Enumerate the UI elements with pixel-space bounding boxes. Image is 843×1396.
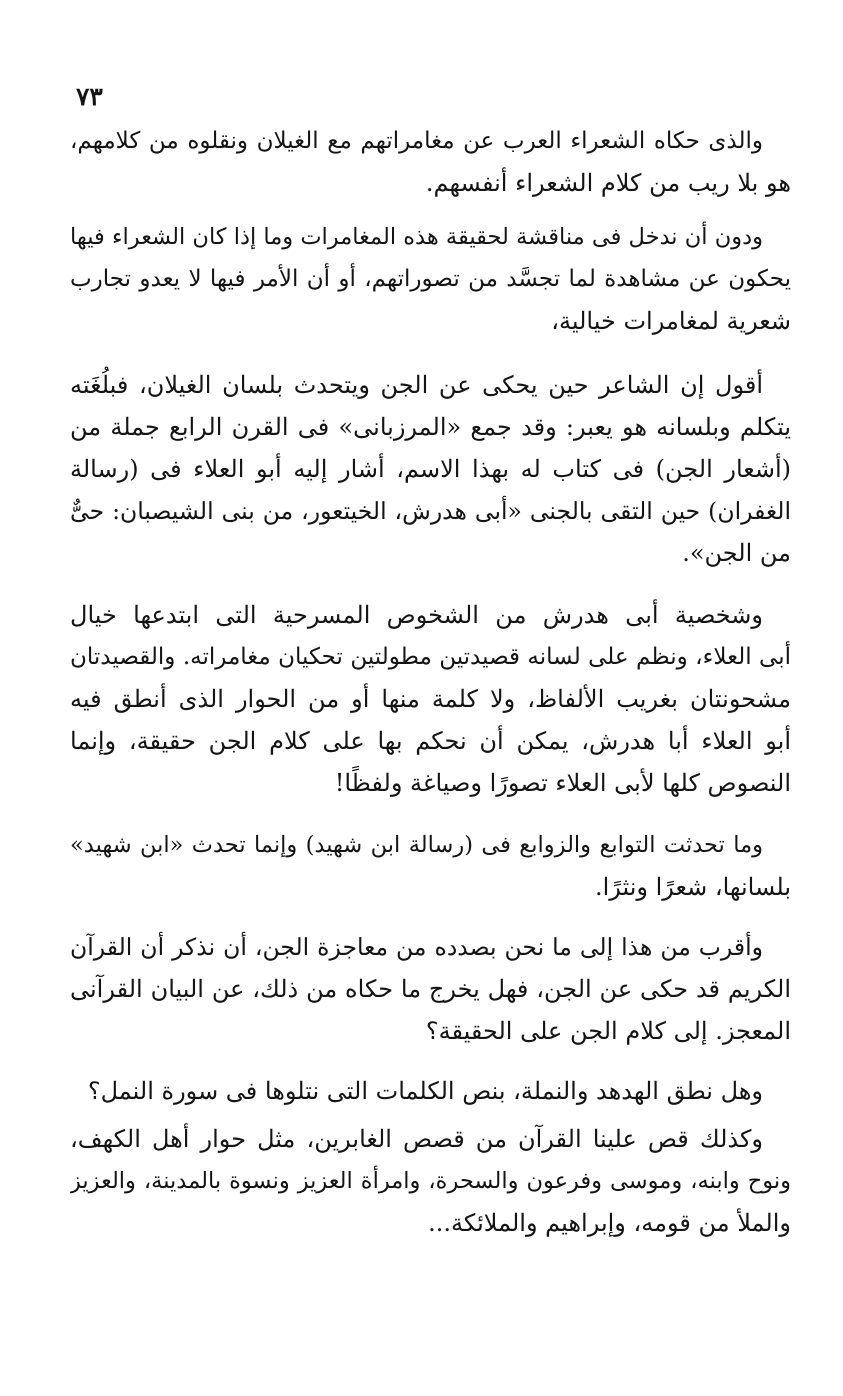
text-line: وما تحدثت التوابع والزوابع فى (رسالة ابن شهيد) وإنما تحدث «ابن شهيد»: [70, 832, 763, 858]
text-line: ودون أن ندخل فى مناقشة لحقيقة هذه المغامرات وما إذا كان الشعراء فيها: [70, 224, 763, 250]
text-line: شعرية لمغامرات خيالية،: [551, 307, 791, 335]
paragraph: [70, 926, 791, 1052]
text-line: يحكون عن مشاهدة لما تجسَّد من تصوراتهم، أو أن الأمر فيها لا يعدو تجارب: [70, 266, 791, 292]
text-line: (أشعار الجن) فى كتاب له بهذا الاسم، أشار إليه أبو العلاء فى (رسالة: [70, 455, 791, 483]
text-line: والملأ من قومه، وإبراهيم والملائكة...: [428, 1209, 791, 1237]
text-line: وكذلك قص علينا القرآن من قصص الغابرين، مثل حوار أهل الكهف،: [70, 1125, 763, 1153]
paragraph: [70, 364, 791, 574]
text-line: أقول إن الشاعر حين يحكى عن الجن ويتحدث بلسان الغيلان، فبلُغَته: [70, 371, 763, 399]
text-line: بلسانها، شعرًا ونثرًا.: [594, 873, 791, 901]
text-line: النصوص كلها لأبى العلاء تصورًا وصياغة ولفظًا!: [334, 769, 791, 797]
text-line: المعجز. إلى كلام الجن على الحقيقة؟: [425, 1017, 791, 1045]
text-line: الكريم قد حكى عن الجن، فهل يخرج ما حكاه من ذلك، عن البيان القرآنى: [70, 975, 791, 1003]
text-line: هو بلا ريب من كلام الشعراء أنفسهم.: [425, 169, 791, 197]
body-text: [70, 120, 791, 1260]
paragraph: [70, 1070, 791, 1112]
text-line: أبى العلاء، ونظم على لسانه قصيدتين مطولتين تحكيان مغامراته. والقصيدتان: [70, 644, 791, 670]
text-line: وشخصية أبى هدرش من الشخوص المسرحية التى ابتدعها خيال: [70, 601, 763, 629]
text-line: من الجن».: [682, 539, 791, 567]
paragraph: [70, 594, 791, 804]
paragraph: [70, 824, 791, 908]
paragraph: [70, 1118, 791, 1244]
paragraph: [70, 120, 791, 204]
text-line: الغفران) حين التقى بالجنى «أبى هدرش، الخيتعور، من بنى الشيصبان: حىٌّ: [70, 497, 791, 525]
paragraph: [70, 216, 791, 342]
text-line: أبو العلاء أبا هدرش، يمكن أن نحكم بها على كلام الجن حقيقة، وإنما: [70, 727, 791, 755]
text-line: وأقرب من هذا إلى ما نحن بصدده من معاجزة الجن، أن نذكر أن القرآن: [70, 933, 763, 961]
text-line: ونوح وابنه، وموسى وفرعون والسحرة، وامرأة العزيز ونسوة بالمدينة، والعزيز: [70, 1168, 791, 1194]
text-line: وهل نطق الهدهد والنملة، بنص الكلمات التى نتلوها فى سورة النمل؟: [87, 1077, 763, 1105]
text-line: والذى حكاه الشعراء العرب عن مغامراتهم مع الغيلان ونقلوه من كلامهم،: [70, 128, 763, 154]
page-number: ٧٣: [76, 82, 103, 111]
text-line: مشحونتان بغريب الألفاظ، ولا كلمة منها أو من الحوار الذى أنطق فيه: [70, 685, 791, 713]
text-line: يتكلم وبلسانه هو يعبر: وقد جمع «المرزبانى» فى القرن الرابع جملة من: [70, 413, 791, 441]
